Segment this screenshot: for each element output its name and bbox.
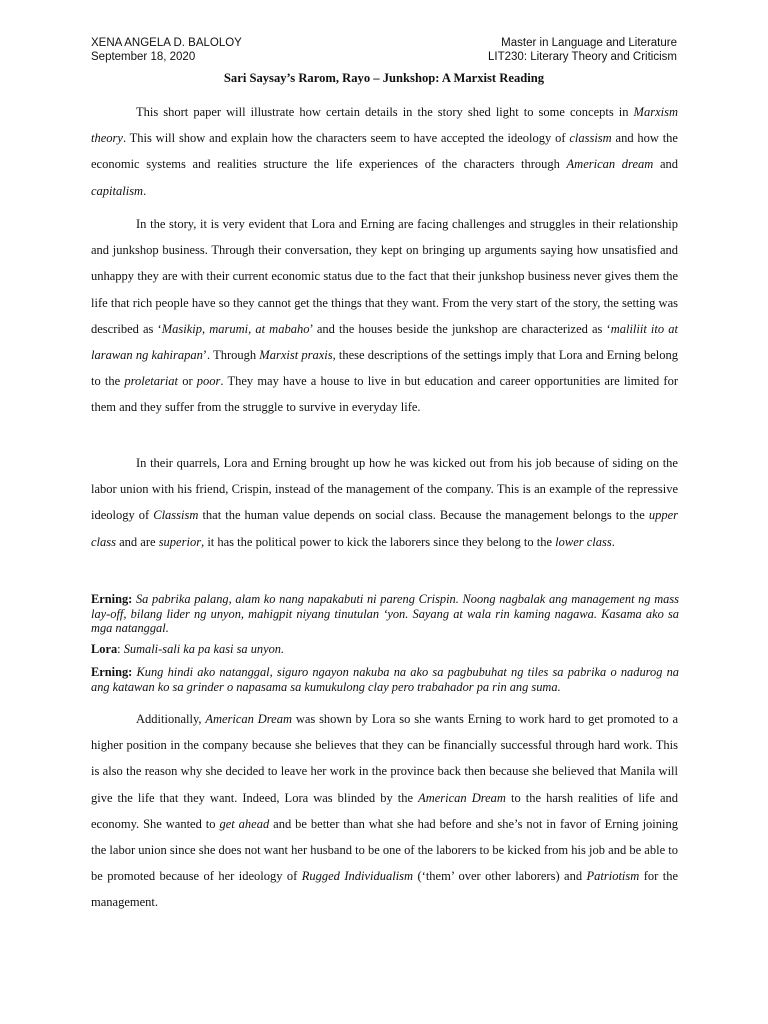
dialogue-speaker: Erning: [91, 665, 133, 679]
dialogue-line [91, 665, 679, 694]
paragraph-setting: In the story, it is very evident that Lora and Erning are facing challenges and struggles in their relationship and junkshop business. Through their conversation, they kept on bringing up arguments saying how unsatisfied and unhappy they are with their current economic status due to the fact that their junkshop business never gives them the life that rich people have so they cannot get the things that they want. From the very start of the story, the setting was described as ‘Masikip, marumi, at mabaho’ and the houses beside the junkshop are characterized as ‘maliliit ito at larawan ng kahirapan’. Through Marxist praxis, these descriptions of the settings imply that Lora and Erning belong to the proletariat or poor. They may have a house to live in but education and career opportunities are limited for them and they suffer from the struggle to survive in everyday life. [91, 217, 678, 415]
dialogue-line [91, 642, 679, 657]
dialogue-speaker: Erning: [91, 592, 133, 606]
paragraph-american-dream: Additionally, American Dream was shown by Lora so she wants Erning to work hard to get promoted to a higher position in the company because she believes that they can be financially successful through hard work. This is also the reason why she decided to leave her work in the province back then because she believed that Manila will give the life that they want. Indeed, Lora was blinded by the American Dream to the harsh realities of life and economy. She wanted to get ahead and be better than what she had before and she’s not in favor of Erning joining the labor union since she does not want her husband to be one of the laborers to be kicked from his job and be able to be promoted because of her ideology of Rugged Individualism (‘them’ over other laborers) and Patriotism for the management. [91, 712, 678, 910]
paper-title: Sari Saysay’s Rarom, Rayo – Junkshop: A Marxist Reading [223, 71, 545, 85]
program-name: Master in Language and Literature [501, 37, 677, 49]
paragraph-intro: This short paper will illustrate how certain details in the story shed light to some concepts in Marxism theory. This will show and explain how the characters seem to have accepted the ideology of classism and how the economic systems and realities structure the life experiences of the characters through American dream and capitalism. [91, 105, 678, 198]
paper-date: September 18, 2020 [91, 51, 196, 63]
course-name: LIT230: Literary Theory and Criticism [488, 51, 677, 63]
dialogue-line [91, 592, 679, 636]
header-right [488, 36, 677, 64]
dialogue-speaker: Lora [91, 642, 118, 656]
dialogue-text: Sumali-sali ka pa kasi sa unyon. [123, 642, 285, 656]
paragraph-classism: In their quarrels, Lora and Erning brought up how he was kicked out from his job because of siding on the labor union with his friend, Crispin, instead of the management of the company. This is an example of the repressive ideology of Classism that the human value depends on social class. Because the management belongs to the upper class and are superior, it has the political power to kick the laborers since they belong to the lower class. [91, 456, 678, 549]
dialogue-separator: : [117, 642, 124, 656]
dialogue-text: Kung hindi ako natanggal, siguro ngayon nakuba na ako sa pagbubuhat ng tiles sa pabrika o nadurog na ang katawan ko sa grinder o napasama sa kumukulong clay pero trabahador pa rin ang suma. [91, 665, 679, 694]
dialogue-text: Sa pabrika palang, alam ko nang napakabuti ni pareng Crispin. Noong nagbalak ang management ng mass lay-off, bilang lider ng unyon, mahigpit niyang tinutulan ‘yon. Sayang at wala rin kaming nagawa. Kasama ako sa mga natanggal. [91, 592, 679, 636]
header-left [91, 36, 242, 64]
author-name: XENA ANGELA D. BALOLOY [91, 37, 242, 49]
